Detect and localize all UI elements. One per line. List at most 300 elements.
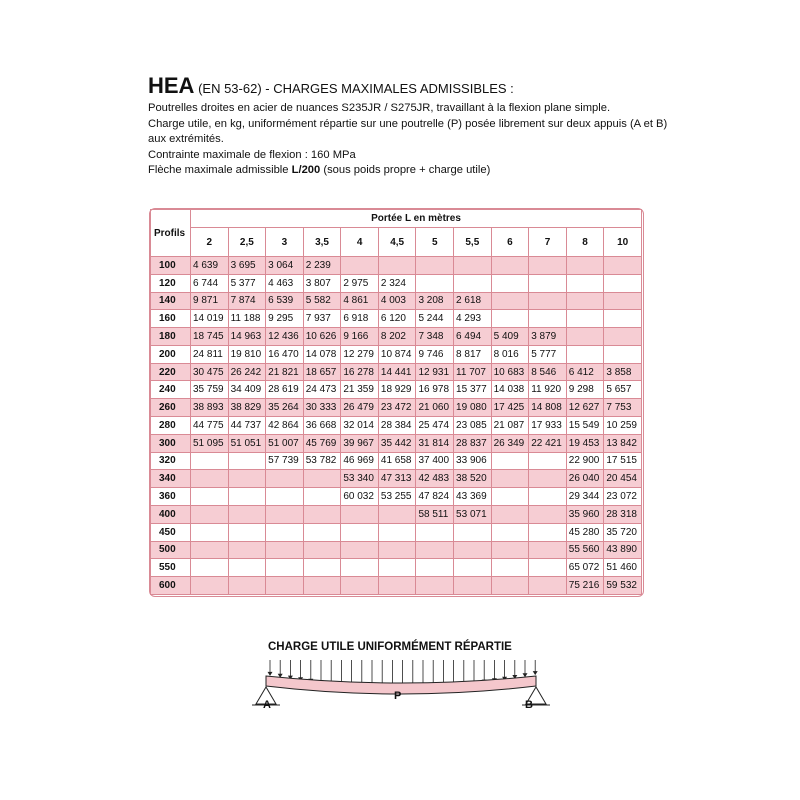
load-value-cell: 35 960 — [566, 505, 604, 523]
load-value-cell: 39 967 — [341, 434, 379, 452]
span-cell: 3,5 — [303, 228, 341, 257]
load-value-cell: 3 695 — [228, 257, 266, 275]
profile-cell: 200 — [151, 345, 191, 363]
title-code: HEA — [148, 73, 195, 98]
load-value-cell: 9 871 — [191, 292, 229, 310]
span-cell: 6 — [491, 228, 529, 257]
load-value-cell: 6 918 — [341, 310, 379, 328]
load-value-cell: 35 759 — [191, 381, 229, 399]
load-value-cell: 7 874 — [228, 292, 266, 310]
table-row — [151, 541, 642, 559]
support-a-label: A — [263, 699, 271, 711]
load-value-cell: 6 744 — [191, 274, 229, 292]
load-value-cell — [604, 310, 642, 328]
load-value-cell — [604, 274, 642, 292]
load-value-cell: 65 072 — [566, 559, 604, 577]
load-value-cell — [378, 505, 416, 523]
load-value-cell: 8 817 — [454, 345, 492, 363]
load-value-cell: 4 861 — [341, 292, 379, 310]
load-value-cell: 15 377 — [454, 381, 492, 399]
span-cell: 5,5 — [454, 228, 492, 257]
load-value-cell: 19 810 — [228, 345, 266, 363]
load-value-cell: 6 412 — [566, 363, 604, 381]
load-value-cell: 5 244 — [416, 310, 454, 328]
load-value-cell: 16 470 — [266, 345, 304, 363]
span-cell: 7 — [529, 228, 567, 257]
load-value-cell — [529, 523, 567, 541]
load-value-cell: 5 657 — [604, 381, 642, 399]
span-cell: 3 — [266, 228, 304, 257]
load-value-cell: 28 837 — [454, 434, 492, 452]
load-value-cell: 23 072 — [604, 488, 642, 506]
load-value-cell — [491, 577, 529, 595]
load-value-cell — [491, 274, 529, 292]
profile-cell: 240 — [151, 381, 191, 399]
load-value-cell: 4 639 — [191, 257, 229, 275]
load-value-cell: 3 858 — [604, 363, 642, 381]
load-value-cell — [266, 488, 304, 506]
span-cell: 4,5 — [378, 228, 416, 257]
load-value-cell — [303, 505, 341, 523]
load-value-cell: 13 842 — [604, 434, 642, 452]
support-b-label: B — [525, 699, 533, 711]
load-value-cell — [416, 577, 454, 595]
table-row — [151, 292, 642, 310]
span-cell: 4 — [341, 228, 379, 257]
load-value-cell: 46 969 — [341, 452, 379, 470]
load-value-cell — [191, 577, 229, 595]
span-cell: 5 — [416, 228, 454, 257]
load-value-cell: 44 775 — [191, 417, 229, 435]
load-value-cell — [491, 452, 529, 470]
load-value-cell: 30 475 — [191, 363, 229, 381]
load-value-cell — [454, 257, 492, 275]
load-value-cell: 34 409 — [228, 381, 266, 399]
load-value-cell — [191, 559, 229, 577]
load-value-cell: 18 745 — [191, 328, 229, 346]
load-value-cell — [341, 541, 379, 559]
load-value-cell: 58 511 — [416, 505, 454, 523]
load-value-cell: 38 829 — [228, 399, 266, 417]
load-value-cell: 53 340 — [341, 470, 379, 488]
load-value-cell: 11 188 — [228, 310, 266, 328]
deflection-ratio: L/200 — [291, 164, 321, 176]
load-value-cell: 59 532 — [604, 577, 642, 595]
load-value-cell — [491, 541, 529, 559]
load-value-cell — [228, 452, 266, 470]
load-value-cell: 12 627 — [566, 399, 604, 417]
load-value-cell — [529, 470, 567, 488]
table-row — [151, 274, 642, 292]
load-value-cell — [566, 274, 604, 292]
load-value-cell — [491, 559, 529, 577]
load-value-cell — [228, 488, 266, 506]
load-value-cell — [378, 541, 416, 559]
load-value-cell: 5 409 — [491, 328, 529, 346]
load-arrow — [298, 660, 303, 681]
load-value-cell: 19 080 — [454, 399, 492, 417]
load-arrow — [533, 660, 538, 675]
load-value-cell: 3 208 — [416, 292, 454, 310]
load-value-cell: 51 095 — [191, 434, 229, 452]
load-value-cell: 3 807 — [303, 274, 341, 292]
load-value-cell — [529, 274, 567, 292]
load-value-cell: 53 255 — [378, 488, 416, 506]
profile-cell: 160 — [151, 310, 191, 328]
load-arrow — [278, 660, 283, 678]
load-table — [150, 209, 642, 595]
profile-cell: 280 — [151, 417, 191, 435]
load-value-cell — [491, 470, 529, 488]
load-value-cell — [303, 541, 341, 559]
load-value-cell: 75 216 — [566, 577, 604, 595]
description-line-3: Contrainte maximale de flexion : 160 MPa — [148, 148, 356, 161]
load-value-cell — [378, 257, 416, 275]
load-value-cell — [303, 523, 341, 541]
profile-cell: 400 — [151, 505, 191, 523]
load-value-cell — [604, 292, 642, 310]
load-arrow — [268, 660, 273, 676]
span-cell: 2 — [191, 228, 229, 257]
load-value-cell — [341, 257, 379, 275]
load-value-cell — [529, 488, 567, 506]
load-value-cell: 2 324 — [378, 274, 416, 292]
load-value-cell — [491, 310, 529, 328]
table-body — [151, 257, 642, 595]
load-value-cell: 7 753 — [604, 399, 642, 417]
table-row — [151, 310, 642, 328]
load-value-cell: 14 038 — [491, 381, 529, 399]
span-header: Portée L en mètres — [191, 210, 642, 228]
load-value-cell — [341, 577, 379, 595]
load-value-cell — [191, 541, 229, 559]
profile-cell: 220 — [151, 363, 191, 381]
deflection-text: Flèche maximale admissible — [148, 164, 292, 176]
load-value-cell: 53 782 — [303, 452, 341, 470]
load-value-cell: 16 978 — [416, 381, 454, 399]
beam-label: P — [394, 690, 402, 702]
load-value-cell — [228, 523, 266, 541]
table-row — [151, 345, 642, 363]
load-value-cell: 28 384 — [378, 417, 416, 435]
load-value-cell: 8 546 — [529, 363, 567, 381]
load-value-cell: 35 442 — [378, 434, 416, 452]
table-row — [151, 434, 642, 452]
load-value-cell — [454, 541, 492, 559]
load-value-cell — [378, 577, 416, 595]
load-value-cell: 16 278 — [341, 363, 379, 381]
load-value-cell — [416, 274, 454, 292]
load-value-cell — [303, 577, 341, 595]
span-cell: 10 — [604, 228, 642, 257]
load-value-cell: 55 560 — [566, 541, 604, 559]
load-value-cell — [491, 292, 529, 310]
load-arrow — [523, 660, 528, 677]
load-value-cell: 35 264 — [266, 399, 304, 417]
load-value-cell: 21 359 — [341, 381, 379, 399]
load-value-cell: 21 821 — [266, 363, 304, 381]
description-line-1: Poutrelles droites en acier de nuances S235JR / S275JR, travaillant à la flexion plane simple. — [148, 102, 611, 114]
profiles-header: Profils — [151, 210, 191, 257]
load-value-cell: 5 377 — [228, 274, 266, 292]
load-value-cell: 18 657 — [303, 363, 341, 381]
load-value-cell: 26 040 — [566, 470, 604, 488]
load-value-cell: 31 814 — [416, 434, 454, 452]
load-value-cell: 38 893 — [191, 399, 229, 417]
load-value-cell: 19 453 — [566, 434, 604, 452]
load-value-cell — [228, 505, 266, 523]
load-value-cell: 8 202 — [378, 328, 416, 346]
load-value-cell: 44 737 — [228, 417, 266, 435]
load-value-cell — [454, 274, 492, 292]
load-value-cell: 45 769 — [303, 434, 341, 452]
load-value-cell: 28 619 — [266, 381, 304, 399]
load-value-cell: 18 929 — [378, 381, 416, 399]
load-value-cell: 10 626 — [303, 328, 341, 346]
span-cell: 2,5 — [228, 228, 266, 257]
load-arrow — [512, 660, 517, 679]
profile-cell: 260 — [151, 399, 191, 417]
load-value-cell: 12 279 — [341, 345, 379, 363]
load-value-cell: 60 032 — [341, 488, 379, 506]
load-value-cell: 51 051 — [228, 434, 266, 452]
load-value-cell: 43 369 — [454, 488, 492, 506]
load-value-cell — [529, 292, 567, 310]
load-value-cell: 9 166 — [341, 328, 379, 346]
table-row — [151, 417, 642, 435]
load-value-cell — [604, 257, 642, 275]
load-value-cell — [191, 470, 229, 488]
load-value-cell: 22 421 — [529, 434, 567, 452]
table-row — [151, 363, 642, 381]
load-value-cell: 47 824 — [416, 488, 454, 506]
span-values-row — [151, 228, 642, 257]
load-value-cell: 30 333 — [303, 399, 341, 417]
load-value-cell: 2 618 — [454, 292, 492, 310]
load-value-cell: 9 298 — [566, 381, 604, 399]
load-value-cell: 51 460 — [604, 559, 642, 577]
title-rest: (EN 53-62) - CHARGES MAXIMALES ADMISSIBLES : — [198, 81, 514, 96]
load-value-cell — [529, 310, 567, 328]
table-row — [151, 257, 642, 275]
load-value-cell — [191, 452, 229, 470]
load-value-cell: 35 720 — [604, 523, 642, 541]
load-value-cell: 25 474 — [416, 417, 454, 435]
document-header — [148, 74, 668, 179]
profile-cell: 600 — [151, 577, 191, 595]
load-value-cell: 7 348 — [416, 328, 454, 346]
load-value-cell: 14 019 — [191, 310, 229, 328]
load-value-cell — [378, 559, 416, 577]
load-value-cell — [529, 541, 567, 559]
load-value-cell: 29 344 — [566, 488, 604, 506]
profile-cell: 300 — [151, 434, 191, 452]
load-value-cell: 37 400 — [416, 452, 454, 470]
load-value-cell: 8 016 — [491, 345, 529, 363]
load-value-cell — [266, 559, 304, 577]
load-value-cell: 14 808 — [529, 399, 567, 417]
load-value-cell — [604, 328, 642, 346]
load-value-cell — [416, 559, 454, 577]
load-value-cell: 42 864 — [266, 417, 304, 435]
description-line-4 — [148, 163, 668, 179]
load-value-cell — [416, 523, 454, 541]
load-value-cell — [491, 523, 529, 541]
load-value-cell: 38 520 — [454, 470, 492, 488]
profile-cell: 340 — [151, 470, 191, 488]
load-value-cell — [266, 523, 304, 541]
load-value-cell: 10 874 — [378, 345, 416, 363]
table-row — [151, 470, 642, 488]
load-value-cell: 23 085 — [454, 417, 492, 435]
load-value-cell: 5 777 — [529, 345, 567, 363]
load-value-cell: 20 454 — [604, 470, 642, 488]
load-value-cell — [566, 292, 604, 310]
load-value-cell — [191, 488, 229, 506]
load-value-cell — [566, 257, 604, 275]
load-value-cell — [266, 505, 304, 523]
load-value-cell: 9 746 — [416, 345, 454, 363]
load-value-cell: 14 441 — [378, 363, 416, 381]
load-value-cell — [416, 257, 454, 275]
load-value-cell: 12 931 — [416, 363, 454, 381]
load-value-cell: 26 242 — [228, 363, 266, 381]
load-value-cell — [454, 559, 492, 577]
load-value-cell: 4 463 — [266, 274, 304, 292]
load-value-cell: 36 668 — [303, 417, 341, 435]
load-value-cell: 53 071 — [454, 505, 492, 523]
table-row — [151, 505, 642, 523]
load-value-cell: 4 003 — [378, 292, 416, 310]
load-value-cell: 51 007 — [266, 434, 304, 452]
load-value-cell: 42 483 — [416, 470, 454, 488]
load-value-cell — [303, 559, 341, 577]
table-row — [151, 523, 642, 541]
load-value-cell — [604, 345, 642, 363]
load-value-cell: 17 425 — [491, 399, 529, 417]
load-value-cell — [529, 559, 567, 577]
load-value-cell: 24 811 — [191, 345, 229, 363]
load-value-cell — [529, 577, 567, 595]
load-value-cell — [341, 505, 379, 523]
profile-cell: 450 — [151, 523, 191, 541]
load-value-cell — [491, 505, 529, 523]
load-value-cell: 17 933 — [529, 417, 567, 435]
load-value-cell: 21 060 — [416, 399, 454, 417]
profile-cell: 550 — [151, 559, 191, 577]
load-value-cell: 41 658 — [378, 452, 416, 470]
profile-cell: 320 — [151, 452, 191, 470]
load-value-cell — [529, 505, 567, 523]
load-value-cell — [303, 470, 341, 488]
load-value-cell — [191, 505, 229, 523]
load-value-cell: 26 349 — [491, 434, 529, 452]
load-value-cell — [228, 559, 266, 577]
load-value-cell — [378, 523, 416, 541]
load-value-cell — [341, 523, 379, 541]
table-row — [151, 452, 642, 470]
load-value-cell: 5 582 — [303, 292, 341, 310]
load-value-cell: 10 259 — [604, 417, 642, 435]
load-value-cell: 3 879 — [529, 328, 567, 346]
load-value-cell: 2 975 — [341, 274, 379, 292]
load-value-cell — [529, 257, 567, 275]
load-value-cell: 45 280 — [566, 523, 604, 541]
load-value-cell: 12 436 — [266, 328, 304, 346]
table-row — [151, 488, 642, 506]
load-value-cell: 3 064 — [266, 257, 304, 275]
load-value-cell — [266, 470, 304, 488]
load-value-cell: 6 120 — [378, 310, 416, 328]
table-row — [151, 559, 642, 577]
load-value-cell: 4 293 — [454, 310, 492, 328]
load-value-cell: 32 014 — [341, 417, 379, 435]
load-value-cell: 33 906 — [454, 452, 492, 470]
load-value-cell — [416, 541, 454, 559]
load-value-cell — [191, 523, 229, 541]
load-value-cell — [266, 541, 304, 559]
load-value-cell — [341, 559, 379, 577]
load-value-cell: 10 683 — [491, 363, 529, 381]
load-value-cell: 6 494 — [454, 328, 492, 346]
load-value-cell — [454, 523, 492, 541]
load-value-cell: 2 239 — [303, 257, 341, 275]
profile-cell: 180 — [151, 328, 191, 346]
load-value-cell: 17 515 — [604, 452, 642, 470]
load-value-cell: 43 890 — [604, 541, 642, 559]
load-value-cell: 9 295 — [266, 310, 304, 328]
profile-cell: 500 — [151, 541, 191, 559]
load-arrow — [492, 660, 497, 682]
load-value-cell — [228, 577, 266, 595]
profile-cell: 120 — [151, 274, 191, 292]
description-line-2: Charge utile, en kg, uniformément répartie sur une poutrelle (P) posée librement sur deux appuis (A et B) aux extrémités. — [148, 117, 668, 145]
load-arrow — [288, 660, 293, 680]
load-value-cell: 26 479 — [341, 399, 379, 417]
document-title — [148, 74, 668, 101]
load-value-cell — [228, 541, 266, 559]
table-row — [151, 577, 642, 595]
load-value-cell — [228, 470, 266, 488]
load-value-cell — [566, 310, 604, 328]
profile-cell: 140 — [151, 292, 191, 310]
load-value-cell: 14 963 — [228, 328, 266, 346]
profile-cell: 100 — [151, 257, 191, 275]
load-value-cell: 14 078 — [303, 345, 341, 363]
load-value-cell: 47 313 — [378, 470, 416, 488]
load-value-cell — [454, 577, 492, 595]
load-value-cell: 28 318 — [604, 505, 642, 523]
load-value-cell: 6 539 — [266, 292, 304, 310]
profile-cell: 360 — [151, 488, 191, 506]
load-value-cell: 11 707 — [454, 363, 492, 381]
load-value-cell: 7 937 — [303, 310, 341, 328]
deflection-note: (sous poids propre + charge utile) — [320, 164, 491, 176]
table-row — [151, 381, 642, 399]
diagram-caption: CHARGE UTILE UNIFORMÉMENT RÉPARTIE — [268, 641, 512, 653]
table-row — [151, 399, 642, 417]
load-value-cell — [491, 488, 529, 506]
load-value-cell — [566, 328, 604, 346]
load-value-cell — [303, 488, 341, 506]
load-value-cell — [529, 452, 567, 470]
load-value-cell: 57 739 — [266, 452, 304, 470]
load-value-cell: 24 473 — [303, 381, 341, 399]
span-cell: 8 — [566, 228, 604, 257]
load-value-cell: 22 900 — [566, 452, 604, 470]
load-value-cell — [491, 257, 529, 275]
load-value-cell: 15 549 — [566, 417, 604, 435]
